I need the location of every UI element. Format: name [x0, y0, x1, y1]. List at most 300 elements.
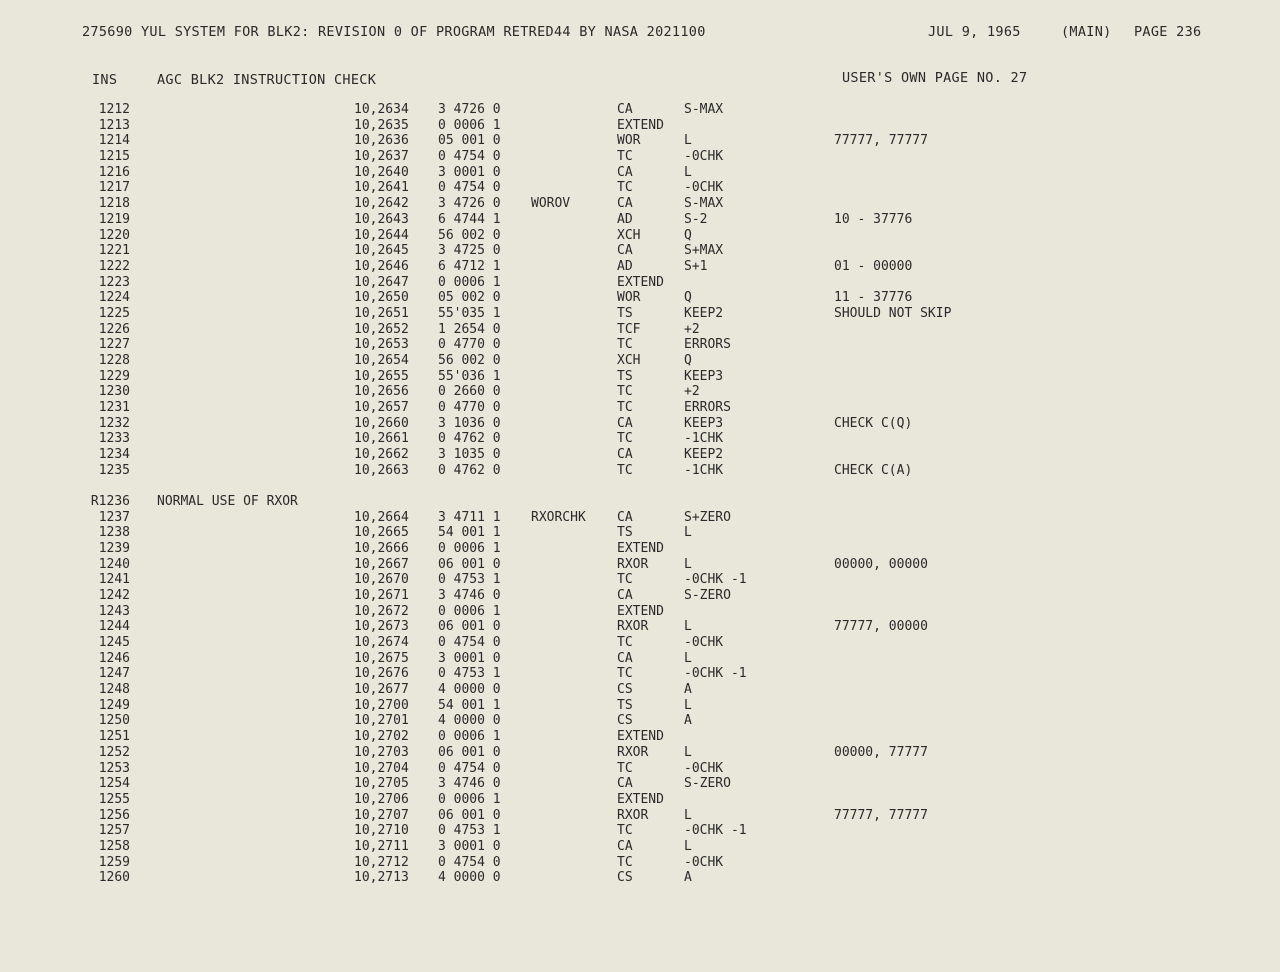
operand: -0CHK -1: [684, 572, 747, 588]
listing-row: [0, 572, 1280, 588]
opcode: XCH: [617, 353, 641, 368]
listing-row: [0, 431, 1280, 447]
line-number: 1252: [98, 744, 130, 760]
location: 10,2667: [354, 556, 409, 572]
opcode: TC: [617, 149, 633, 165]
line-number: 1230: [98, 384, 130, 400]
location: 10,2711: [354, 838, 409, 854]
octal-code: 56 002 0: [438, 353, 501, 368]
opcode: TC: [617, 400, 633, 416]
operand: L: [684, 744, 692, 760]
location: 10,2661: [354, 431, 409, 447]
operand: S+1: [684, 258, 708, 274]
opcode: CA: [617, 776, 633, 792]
opcode: EXTEND: [617, 603, 664, 619]
opcode: AD: [617, 211, 633, 227]
listing-row: [0, 557, 1280, 573]
opcode: TC: [617, 666, 633, 682]
opcode: CA: [617, 164, 633, 180]
location: 10,2713: [354, 870, 409, 886]
octal-code: 0 4762 0: [438, 431, 501, 447]
location: 10,2666: [354, 540, 409, 556]
comment: 77777, 77777: [834, 133, 928, 149]
operand: KEEP2: [684, 305, 724, 321]
octal-code: 0 0006 1: [438, 729, 501, 745]
operand: A: [684, 870, 692, 886]
opcode: EXTEND: [617, 117, 664, 133]
octal-code: 3 4726 0: [438, 102, 501, 117]
line-number: 1254: [98, 776, 130, 792]
line-number: 1214: [98, 133, 130, 149]
listing-row: [0, 588, 1280, 604]
listing-row: [0, 369, 1280, 385]
listing-row: [0, 823, 1280, 839]
line-number: 1216: [98, 164, 130, 180]
opcode: AD: [617, 258, 633, 274]
octal-code: 0 4770 0: [438, 400, 501, 416]
octal-code: 0 0006 1: [438, 274, 501, 290]
operand: -0CHK: [684, 635, 724, 650]
operand: +2: [684, 384, 700, 400]
octal-code: 0 4754 0: [438, 854, 501, 870]
comment: CHECK C(Q): [834, 415, 913, 431]
location: 10,2704: [354, 760, 409, 776]
operand: KEEP3: [684, 368, 724, 384]
octal-code: 0 4753 1: [438, 666, 501, 682]
line-number: 1238: [98, 525, 130, 541]
octal-code: 0 0006 1: [438, 117, 501, 133]
location: 10,2660: [354, 415, 409, 431]
line-number: 1242: [98, 587, 130, 603]
line-number: 1248: [98, 682, 130, 698]
opcode: TS: [617, 697, 633, 713]
opcode: CA: [617, 650, 633, 666]
operand: S-ZERO: [684, 776, 731, 792]
octal-code: 54 001 1: [438, 525, 501, 541]
operand: L: [684, 556, 692, 572]
location: 10,2655: [354, 368, 409, 384]
assembly-listing: [0, 102, 1280, 886]
location: 10,2703: [354, 744, 409, 760]
location: 10,2677: [354, 682, 409, 698]
opcode: TC: [617, 462, 633, 478]
listing-row: [0, 149, 1280, 165]
opcode: TC: [617, 431, 633, 447]
location: 10,2635: [354, 117, 409, 133]
opcode: CA: [617, 447, 633, 463]
listing-row: [0, 745, 1280, 761]
operand: L: [684, 807, 692, 823]
comment: 00000, 77777: [834, 744, 928, 760]
line-number: 1244: [98, 619, 130, 635]
opcode: EXTEND: [617, 791, 664, 807]
comment: SHOULD NOT SKIP: [834, 305, 952, 321]
opcode: CA: [617, 243, 633, 259]
line-number: 1235: [98, 462, 130, 478]
page-header-date: JUL 9, 1965: [928, 24, 1021, 40]
operand: -0CHK -1: [684, 823, 747, 839]
line-number: 1212: [98, 102, 130, 117]
location: 10,2636: [354, 133, 409, 149]
octal-code: 0 4753 1: [438, 572, 501, 588]
listing-row: [0, 400, 1280, 416]
listing-row: [0, 870, 1280, 886]
octal-code: 05 001 0: [438, 133, 501, 149]
line-number: 1256: [98, 807, 130, 823]
location: 10,2670: [354, 572, 409, 588]
operand: L: [684, 164, 692, 180]
operand: -0CHK: [684, 180, 724, 196]
opcode: CA: [617, 196, 633, 212]
opcode: TC: [617, 337, 633, 353]
operand: A: [684, 682, 692, 698]
location: 10,2640: [354, 164, 409, 180]
octal-code: 55'036 1: [438, 368, 501, 384]
line-number: 1226: [98, 321, 130, 337]
opcode: CA: [617, 102, 633, 117]
listing-row: [0, 275, 1280, 291]
listing-row: [0, 525, 1280, 541]
location: 10,2705: [354, 776, 409, 792]
line-number: 1221: [98, 243, 130, 259]
operand: S-MAX: [684, 196, 724, 212]
opcode: WOR: [617, 133, 641, 149]
symbol-tag: WOROV: [531, 196, 571, 212]
location: 10,2643: [354, 211, 409, 227]
location: 10,2672: [354, 603, 409, 619]
octal-code: 0 0006 1: [438, 791, 501, 807]
location: 10,2663: [354, 462, 409, 478]
listing-row: [0, 619, 1280, 635]
opcode: CS: [617, 870, 633, 886]
line-number: 1258: [98, 838, 130, 854]
listing-row: [0, 416, 1280, 432]
listing-row: [0, 353, 1280, 369]
listing-row: [0, 541, 1280, 557]
location: 10,2712: [354, 854, 409, 870]
octal-code: 55'035 1: [438, 305, 501, 321]
line-number: 1255: [98, 791, 130, 807]
listing-row: [0, 102, 1280, 118]
line-number: 1219: [98, 211, 130, 227]
listing-title: AGC BLK2 INSTRUCTION CHECK: [157, 72, 377, 88]
comment: 77777, 77777: [834, 807, 928, 823]
location: 10,2676: [354, 666, 409, 682]
comment: 01 - 00000: [834, 258, 913, 274]
location: 10,2652: [354, 321, 409, 337]
section-label: NORMAL USE OF RXOR: [157, 493, 298, 509]
comment: 11 - 37776: [834, 290, 913, 306]
listing-row: [0, 212, 1280, 228]
operand: S-2: [684, 211, 708, 227]
line-number: 1232: [98, 415, 130, 431]
operand: L: [684, 838, 692, 854]
octal-code: 0 0006 1: [438, 540, 501, 556]
operand: Q: [684, 227, 692, 243]
line-number: 1253: [98, 760, 130, 776]
opcode: RXOR: [617, 619, 649, 635]
operand: KEEP3: [684, 415, 724, 431]
operand: L: [684, 619, 692, 635]
opcode: TC: [617, 823, 633, 839]
listing-row: [0, 259, 1280, 275]
location: 10,2653: [354, 337, 409, 353]
octal-code: 3 4746 0: [438, 776, 501, 792]
line-number: 1228: [98, 353, 130, 368]
location: 10,2646: [354, 258, 409, 274]
operand: L: [684, 133, 692, 149]
octal-code: 4 0000 0: [438, 713, 501, 729]
operand: ERRORS: [684, 400, 731, 416]
listing-row: [0, 243, 1280, 259]
listing-row: [0, 510, 1280, 526]
comment: 10 - 37776: [834, 211, 913, 227]
opcode: EXTEND: [617, 540, 664, 556]
operand: -1CHK: [684, 462, 724, 478]
line-number: 1259: [98, 854, 130, 870]
operand: Q: [684, 353, 692, 368]
operand: L: [684, 650, 692, 666]
line-number: 1225: [98, 305, 130, 321]
listing-row: [0, 228, 1280, 244]
octal-code: 6 4712 1: [438, 258, 501, 274]
operand: S+ZERO: [684, 509, 731, 525]
octal-code: 3 0001 0: [438, 164, 501, 180]
line-number: 1240: [98, 556, 130, 572]
listing-row: [0, 792, 1280, 808]
line-number: 1222: [98, 258, 130, 274]
line-number: 1213: [98, 117, 130, 133]
location: 10,2674: [354, 635, 409, 650]
opcode: CS: [617, 682, 633, 698]
operand: -0CHK: [684, 149, 724, 165]
location: 10,2662: [354, 447, 409, 463]
listing-row: [0, 463, 1280, 479]
line-number: 1227: [98, 337, 130, 353]
line-number: 1250: [98, 713, 130, 729]
location: 10,2706: [354, 791, 409, 807]
location: 10,2656: [354, 384, 409, 400]
line-number: 1260: [98, 870, 130, 886]
octal-code: 3 4726 0: [438, 196, 501, 212]
line-number: 1241: [98, 572, 130, 588]
listing-row: [0, 776, 1280, 792]
line-number: 1218: [98, 196, 130, 212]
line-number: 1247: [98, 666, 130, 682]
listing-row: [0, 604, 1280, 620]
listing-row: [0, 165, 1280, 181]
octal-code: 0 4754 0: [438, 149, 501, 165]
operand: A: [684, 713, 692, 729]
line-number: 1233: [98, 431, 130, 447]
opcode: TS: [617, 368, 633, 384]
octal-code: 0 4770 0: [438, 337, 501, 353]
octal-code: 4 0000 0: [438, 870, 501, 886]
listing-row: [0, 666, 1280, 682]
opcode: TC: [617, 180, 633, 196]
octal-code: 56 002 0: [438, 227, 501, 243]
opcode: CA: [617, 415, 633, 431]
octal-code: 0 4753 1: [438, 823, 501, 839]
octal-code: 3 4725 0: [438, 243, 501, 259]
listing-row: [0, 761, 1280, 777]
location: 10,2654: [354, 353, 409, 368]
listing-row: [0, 180, 1280, 196]
listing-row: [0, 196, 1280, 212]
comment: 77777, 00000: [834, 619, 928, 635]
octal-code: 3 1035 0: [438, 447, 501, 463]
opcode: TCF: [617, 321, 641, 337]
opcode: RXOR: [617, 807, 649, 823]
location: 10,2673: [354, 619, 409, 635]
line-number: 1224: [98, 290, 130, 306]
operand: Q: [684, 290, 692, 306]
octal-code: 6 4744 1: [438, 211, 501, 227]
operand: +2: [684, 321, 700, 337]
listing-row: [0, 118, 1280, 134]
location: 10,2637: [354, 149, 409, 165]
location: 10,2664: [354, 509, 409, 525]
location: 10,2702: [354, 729, 409, 745]
listing-row: [0, 337, 1280, 353]
listing-row: [0, 808, 1280, 824]
octal-code: 06 001 0: [438, 619, 501, 635]
operand: S-ZERO: [684, 587, 731, 603]
octal-code: 0 0006 1: [438, 603, 501, 619]
opcode: EXTEND: [617, 729, 664, 745]
listing-row: [0, 306, 1280, 322]
location: 10,2665: [354, 525, 409, 541]
octal-code: 3 1036 0: [438, 415, 501, 431]
octal-code: 06 001 0: [438, 744, 501, 760]
line-number: 1231: [98, 400, 130, 416]
operand: L: [684, 697, 692, 713]
location: 10,2641: [354, 180, 409, 196]
line-number: 1251: [98, 729, 130, 745]
location: 10,2634: [354, 102, 409, 117]
octal-code: 0 4754 0: [438, 180, 501, 196]
octal-code: 0 4754 0: [438, 760, 501, 776]
comment: 00000, 00000: [834, 556, 928, 572]
listing-row: [0, 855, 1280, 871]
opcode: WOR: [617, 290, 641, 306]
octal-code: 4 0000 0: [438, 682, 501, 698]
octal-code: 0 2660 0: [438, 384, 501, 400]
location: 10,2671: [354, 587, 409, 603]
listing-row: [0, 290, 1280, 306]
line-number: 1239: [98, 540, 130, 556]
operand: L: [684, 525, 692, 541]
listing-row: [0, 651, 1280, 667]
opcode: XCH: [617, 227, 641, 243]
octal-code: 3 4746 0: [438, 587, 501, 603]
symbol-tag: RXORCHK: [531, 509, 586, 525]
location: 10,2657: [354, 400, 409, 416]
listing-row: [0, 698, 1280, 714]
opcode: TC: [617, 384, 633, 400]
line-number: 1246: [98, 650, 130, 666]
operand: -0CHK: [684, 854, 724, 870]
line-number: R1236: [90, 493, 130, 509]
octal-code: 06 001 0: [438, 807, 501, 823]
operand: ERRORS: [684, 337, 731, 353]
line-number: 1243: [98, 603, 130, 619]
opcode: EXTEND: [617, 274, 664, 290]
listing-row: [0, 713, 1280, 729]
octal-code: 54 001 1: [438, 697, 501, 713]
page-header-page: PAGE 236: [1134, 24, 1202, 40]
line-number: 1223: [98, 274, 130, 290]
location: 10,2675: [354, 650, 409, 666]
operand: KEEP2: [684, 447, 724, 463]
octal-code: 0 4754 0: [438, 635, 501, 650]
location: 10,2642: [354, 196, 409, 212]
operand: S-MAX: [684, 102, 724, 117]
opcode: TC: [617, 572, 633, 588]
opcode: TC: [617, 854, 633, 870]
opcode: TS: [617, 305, 633, 321]
octal-code: 3 4711 1: [438, 509, 501, 525]
location: 10,2700: [354, 697, 409, 713]
opcode: CA: [617, 587, 633, 603]
line-number: 1237: [98, 509, 130, 525]
location: 10,2701: [354, 713, 409, 729]
page-header-left: 275690 YUL SYSTEM FOR BLK2: REVISION 0 OF PROGRAM RETRED44 BY NASA 2021100: [82, 24, 706, 40]
operand: -0CHK: [684, 760, 724, 776]
opcode: RXOR: [617, 744, 649, 760]
opcode: TC: [617, 635, 633, 650]
location: 10,2645: [354, 243, 409, 259]
page-header-section: (MAIN): [1061, 24, 1112, 40]
line-number: 1220: [98, 227, 130, 243]
listing-row: [0, 839, 1280, 855]
octal-code: 06 001 0: [438, 556, 501, 572]
line-number: 1257: [98, 823, 130, 839]
octal-code: 05 002 0: [438, 290, 501, 306]
column-label-ins: INS: [92, 72, 118, 88]
line-number: 1215: [98, 149, 130, 165]
user-page-number: USER'S OWN PAGE NO. 27: [842, 70, 1028, 86]
listing-row: [0, 635, 1280, 651]
octal-code: 3 0001 0: [438, 838, 501, 854]
opcode: CS: [617, 713, 633, 729]
opcode: CA: [617, 838, 633, 854]
listing-row: [0, 322, 1280, 338]
line-number: 1234: [98, 447, 130, 463]
opcode: RXOR: [617, 556, 649, 572]
listing-row: [0, 729, 1280, 745]
listing-row: [0, 384, 1280, 400]
line-number: 1249: [98, 697, 130, 713]
opcode: CA: [617, 509, 633, 525]
line-number: 1245: [98, 635, 130, 650]
location: 10,2644: [354, 227, 409, 243]
opcode: TS: [617, 525, 633, 541]
location: 10,2651: [354, 305, 409, 321]
location: 10,2647: [354, 274, 409, 290]
operand: -0CHK -1: [684, 666, 747, 682]
operand: -1CHK: [684, 431, 724, 447]
octal-code: 0 4762 0: [438, 462, 501, 478]
section-header-row: [0, 479, 1280, 510]
location: 10,2710: [354, 823, 409, 839]
line-number: 1229: [98, 368, 130, 384]
octal-code: 3 0001 0: [438, 650, 501, 666]
listing-row: [0, 133, 1280, 149]
listing-row: [0, 447, 1280, 463]
octal-code: 1 2654 0: [438, 321, 501, 337]
opcode: TC: [617, 760, 633, 776]
